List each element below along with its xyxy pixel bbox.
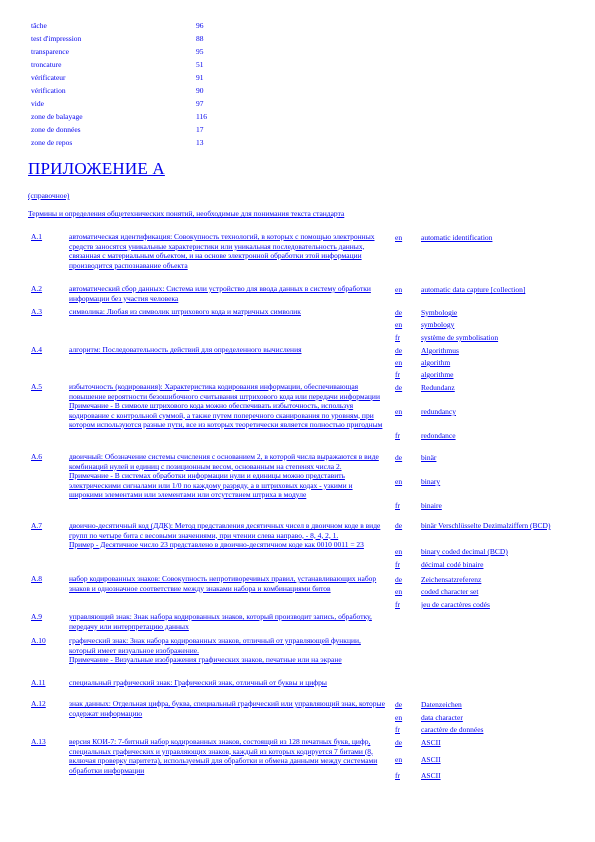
definition-text: автоматический сбор данных: Система или устройство для ввода данных в систему обработки информации без участия человека bbox=[69, 284, 371, 303]
language-code[interactable]: en bbox=[395, 477, 403, 486]
foreign-term[interactable]: Datenzeichen bbox=[421, 700, 462, 709]
entry-definition[interactable] bbox=[69, 382, 387, 430]
definition-text: алгоритм: Последовательность действий для определенного вычисления bbox=[69, 345, 302, 354]
index-term-link[interactable]: zone de repos bbox=[31, 138, 73, 147]
language-code[interactable]: fr bbox=[395, 333, 400, 342]
entry-number[interactable]: A.1 bbox=[31, 232, 43, 241]
entry-definition[interactable] bbox=[69, 678, 387, 688]
entry-definition[interactable] bbox=[69, 636, 387, 665]
language-code[interactable]: fr bbox=[395, 370, 400, 379]
language-code[interactable]: en bbox=[395, 358, 403, 367]
foreign-term[interactable]: algorithme bbox=[421, 370, 454, 379]
index-page-number[interactable]: 95 bbox=[196, 47, 204, 56]
foreign-term[interactable]: ASCII bbox=[421, 771, 441, 780]
index-page-number[interactable]: 88 bbox=[196, 34, 204, 43]
entry-number[interactable]: A.5 bbox=[31, 382, 43, 391]
language-code[interactable]: en bbox=[395, 407, 403, 416]
foreign-term[interactable]: jeu de caractères codés bbox=[421, 600, 490, 609]
definition-text: символика: Любая из символик штрихового кода и матричных символик bbox=[69, 307, 301, 316]
language-code[interactable]: fr bbox=[395, 725, 400, 734]
entry-number[interactable]: A.7 bbox=[31, 521, 43, 530]
foreign-term[interactable]: automatic identification bbox=[421, 233, 493, 242]
foreign-term[interactable]: automatic data capture [collection] bbox=[421, 285, 526, 294]
foreign-term[interactable]: coded character set bbox=[421, 587, 479, 596]
definition-text: двоично-десятичный код (ДДК): Метод представления десятичных чисел в двоичном коде в виде групп по четыре бита с весовыми значениями, при чтении слева направо, - 8, 4, 2, 1. bbox=[69, 521, 381, 540]
index-term-link[interactable]: vérificateur bbox=[31, 73, 66, 82]
entry-definition[interactable] bbox=[69, 521, 387, 550]
index-term-link[interactable]: test d'impression bbox=[31, 34, 82, 43]
index-page-number[interactable]: 116 bbox=[196, 112, 207, 121]
foreign-term[interactable]: ASCII bbox=[421, 738, 441, 747]
definition-text: двоичный: Обозначение системы счисления с основанием 2, в которой числа выражаются в виде комбинаций нулей и единиц с позиционным весом, основанным на степенях числа 2. bbox=[69, 452, 379, 471]
index-page-number[interactable]: 97 bbox=[196, 99, 204, 108]
index-term-link[interactable]: troncature bbox=[31, 60, 62, 69]
foreign-term[interactable]: data character bbox=[421, 713, 463, 722]
foreign-term[interactable]: ASCII bbox=[421, 755, 441, 764]
appendix-title[interactable]: ПРИЛОЖЕНИЕ А bbox=[28, 159, 165, 178]
definition-text: набор кодированных знаков: Совокупность непротиворечивых правил, устанавливающих набор знаков и однозначное соответствие между знаками набора и комбинациями битов bbox=[69, 574, 377, 593]
entry-number[interactable]: A.11 bbox=[31, 678, 46, 687]
language-code[interactable]: fr bbox=[395, 501, 400, 510]
index-page-number[interactable]: 17 bbox=[196, 125, 204, 134]
entry-number[interactable]: A.8 bbox=[31, 574, 43, 583]
language-code[interactable]: de bbox=[395, 308, 403, 317]
index-term-link[interactable]: zone de balayage bbox=[31, 112, 83, 121]
language-code[interactable]: de bbox=[395, 700, 403, 709]
language-code[interactable]: en bbox=[395, 547, 403, 556]
foreign-term[interactable]: caractère de données bbox=[421, 725, 484, 734]
entry-number[interactable]: A.2 bbox=[31, 284, 43, 293]
foreign-term[interactable]: système de symbolisation bbox=[421, 333, 499, 342]
index-page-number[interactable]: 13 bbox=[196, 138, 204, 147]
index-term-link[interactable]: vérification bbox=[31, 86, 66, 95]
appendix-intro[interactable]: Термины и определения общетехнических понятий, необходимые для понимания текста стандарта bbox=[28, 209, 345, 218]
foreign-term[interactable]: redundancy bbox=[421, 407, 456, 416]
foreign-term[interactable]: Symbologie bbox=[421, 308, 458, 317]
language-code[interactable]: fr bbox=[395, 560, 400, 569]
entry-definition[interactable] bbox=[69, 452, 387, 500]
language-code[interactable]: en bbox=[395, 755, 403, 764]
index-page-number[interactable]: 91 bbox=[196, 73, 204, 82]
definition-text: Примечание - Визуальные изображения графических знаков, печатные или на экране bbox=[69, 655, 342, 664]
definition-text: автоматическая идентификация: Совокупность технологий, в которых с помощью электронных средств заносятся уникальные характеристики или уникальная последовательность данных, связанная с материальным объектом, и на основе электронной обработки этой информации производится распознавание объекта bbox=[69, 232, 375, 270]
definition-text: Пример - Десятичное число 23 представлено в двоично-десятичном коде как 0010 0011 = 23 bbox=[69, 540, 364, 549]
definition-text: графический знак: Знак набора кодированных знаков, отличный от управляющей функции, который имеет визуальное изображение. bbox=[69, 636, 361, 655]
entry-number[interactable]: A.12 bbox=[31, 699, 46, 708]
entry-definition[interactable] bbox=[69, 307, 387, 317]
foreign-term[interactable]: Algorithmus bbox=[421, 346, 459, 355]
definition-text: избыточность (кодирования): Характеристика кодирования информации, обеспечивающая повышение вероятности безошибочного считывания штрихового кода или передачи информации bbox=[69, 382, 380, 401]
entry-definition[interactable] bbox=[69, 284, 387, 303]
entry-definition[interactable] bbox=[69, 574, 387, 593]
foreign-term[interactable]: décimal codé binaire bbox=[421, 560, 484, 569]
entry-definition[interactable] bbox=[69, 232, 387, 270]
language-code[interactable]: fr bbox=[395, 771, 400, 780]
language-code[interactable]: en bbox=[395, 713, 403, 722]
entry-number[interactable]: A.6 bbox=[31, 452, 43, 461]
foreign-term[interactable]: binary coded decimal (BCD) bbox=[421, 547, 508, 556]
definition-text: версия КОИ-7: 7-битный набор кодированных знаков, состоящий из 128 печатных букв, цифр, специальных графических и управляющих знаков, каждый из которых кодируется 7 битами (8, включая проверку паритета), используемый для обработки и обмена данными между системами обработки информации bbox=[69, 737, 378, 775]
entry-number[interactable]: A.10 bbox=[31, 636, 46, 645]
definition-text: управляющий знак: Знак набора кодированных знаков, который производит запись, обработку, передачу или интерпретацию данных bbox=[69, 612, 372, 631]
definition-text: знак данных: Отдельная цифра, буква, специальный графический или управляющий знак, которые содержат информацию bbox=[69, 699, 385, 718]
definition-text: Примечание - В символе штрихового кода можно обеспечивать избыточность, используя кодирование с контрольной суммой, а также путем поперечного сканирования по уровням, при котором используются разные пути, все из которых теоретически является полностью пригодным bbox=[69, 401, 383, 429]
definition-text: Примечание - В системах обработки информации нули и единицы можно представить электрическими сигналами или 1/0 по каждому разряду, а в штриховых кодах - узкими и широкими элементами или элементами или отсутствием штриха в модуле bbox=[69, 471, 353, 499]
language-code[interactable]: en bbox=[395, 320, 403, 329]
entry-definition[interactable] bbox=[69, 612, 387, 631]
entry-number[interactable]: A.13 bbox=[31, 737, 46, 746]
index-term-link[interactable]: vide bbox=[31, 99, 44, 108]
entry-definition[interactable] bbox=[69, 737, 387, 775]
entry-number[interactable]: A.9 bbox=[31, 612, 43, 621]
language-code[interactable]: de bbox=[395, 738, 403, 747]
index-term-link[interactable]: tâche bbox=[31, 21, 47, 30]
foreign-term[interactable]: binär Verschlüsselte Dezimalziffern (BCD) bbox=[421, 521, 551, 530]
entry-definition[interactable] bbox=[69, 345, 387, 355]
foreign-term[interactable]: Zeichensatzreferenz bbox=[421, 575, 482, 584]
foreign-term[interactable]: algorithm bbox=[421, 358, 451, 367]
index-page-number[interactable]: 96 bbox=[196, 21, 204, 30]
language-code[interactable]: en bbox=[395, 587, 403, 596]
language-code[interactable]: de bbox=[395, 575, 403, 584]
language-code[interactable]: de bbox=[395, 521, 403, 530]
foreign-term[interactable]: binär bbox=[421, 453, 437, 462]
index-term-link[interactable]: transparence bbox=[31, 47, 69, 56]
foreign-term[interactable]: binaire bbox=[421, 501, 442, 510]
language-code[interactable]: en bbox=[395, 285, 403, 294]
language-code[interactable]: fr bbox=[395, 600, 400, 609]
index-term-link[interactable]: zone de données bbox=[31, 125, 81, 134]
foreign-term[interactable]: redondance bbox=[421, 431, 456, 440]
appendix-subtitle[interactable]: (справочное) bbox=[28, 191, 70, 200]
index-page-number[interactable]: 90 bbox=[196, 86, 204, 95]
language-code[interactable]: fr bbox=[395, 431, 400, 440]
language-code[interactable]: de bbox=[395, 453, 403, 462]
index-page-number[interactable]: 51 bbox=[196, 60, 204, 69]
entry-definition[interactable] bbox=[69, 699, 387, 718]
foreign-term[interactable]: symbology bbox=[421, 320, 455, 329]
entry-number[interactable]: A.3 bbox=[31, 307, 43, 316]
entry-number[interactable]: A.4 bbox=[31, 345, 43, 354]
language-code[interactable]: de bbox=[395, 346, 403, 355]
foreign-term[interactable]: Redundanz bbox=[421, 383, 455, 392]
language-code[interactable]: en bbox=[395, 233, 403, 242]
foreign-term[interactable]: binary bbox=[421, 477, 441, 486]
definition-text: специальный графический знак: Графический знак, отличный от буквы и цифры bbox=[69, 678, 327, 687]
language-code[interactable]: de bbox=[395, 383, 403, 392]
